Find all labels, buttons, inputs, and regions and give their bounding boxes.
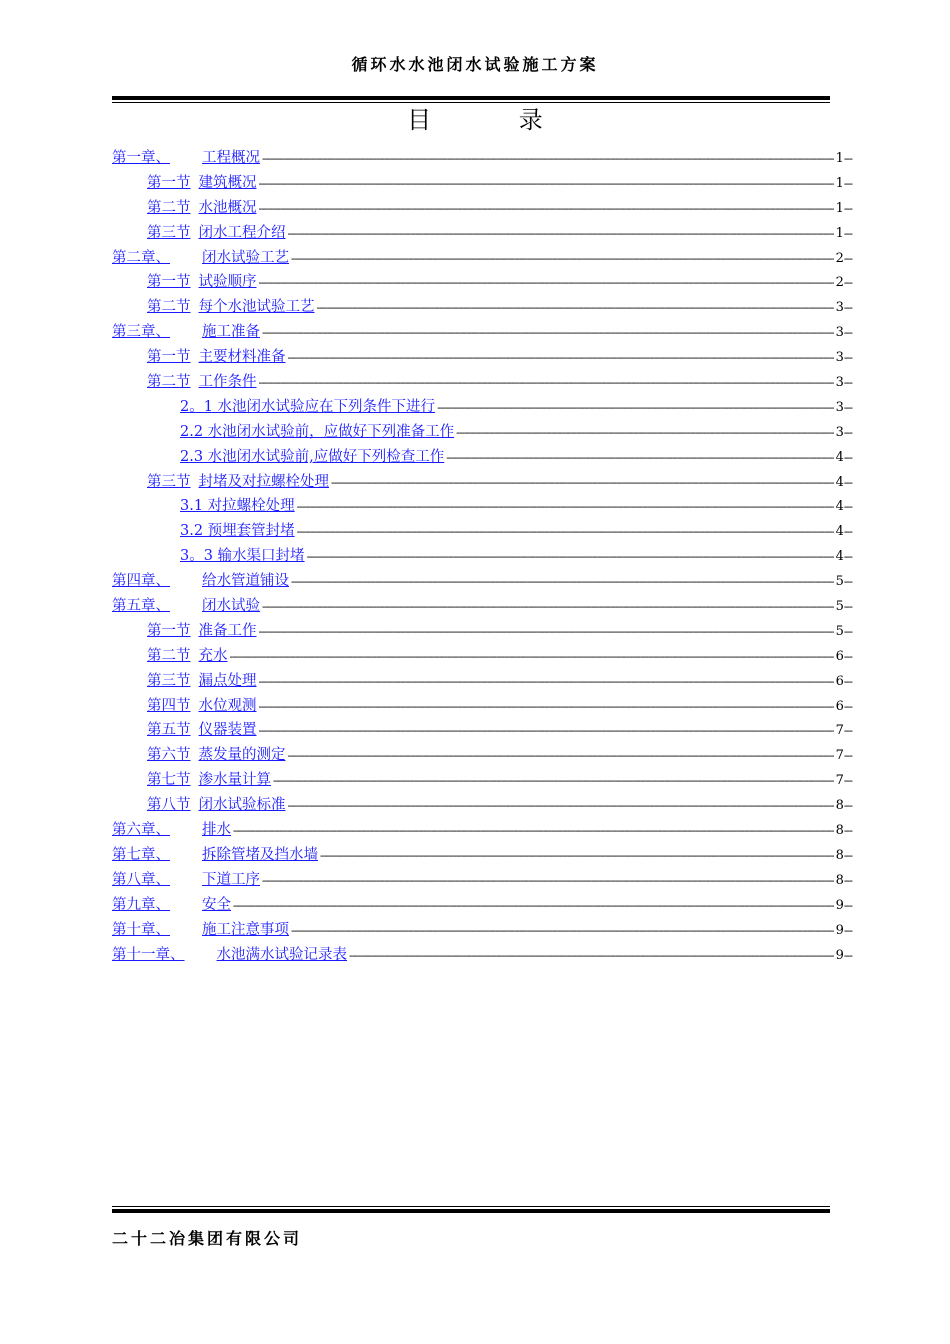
toc-entry[interactable] bbox=[112, 221, 852, 246]
toc-page-number: 7 --- bbox=[836, 773, 852, 788]
toc-page-number: 9 --- bbox=[836, 923, 852, 938]
toc-section-number[interactable]: 第八节 bbox=[147, 797, 191, 814]
toc-chapter-number[interactable]: 第三章、 bbox=[112, 324, 170, 341]
toc-section-title[interactable]: 充水 bbox=[198, 647, 228, 664]
toc-page-number: 5 --- bbox=[836, 624, 852, 639]
toc-entry[interactable] bbox=[112, 569, 852, 594]
toc-chapter-title[interactable]: 排水 bbox=[202, 822, 231, 839]
toc-entry[interactable] bbox=[112, 470, 852, 495]
toc-dot-leader bbox=[262, 152, 834, 165]
toc-chapter-number[interactable]: 第二章、 bbox=[112, 249, 170, 266]
toc-chapter-number[interactable]: 第四章、 bbox=[112, 573, 170, 590]
toc-dot-leader bbox=[297, 500, 834, 513]
toc-chapter-number[interactable]: 第九章、 bbox=[112, 896, 170, 913]
toc-page-number: 5 --- bbox=[836, 574, 852, 589]
toc-page-number: 9 --- bbox=[836, 948, 852, 963]
toc-page-number: 7 --- bbox=[836, 748, 852, 763]
toc-entry[interactable] bbox=[112, 544, 852, 569]
toc-section-number[interactable]: 第四节 bbox=[147, 697, 191, 714]
toc-page-number: 3 --- bbox=[836, 300, 852, 315]
toc-page-number: 8 --- bbox=[836, 798, 852, 813]
toc-subsection-title[interactable]: 3.1 对拉螺栓处理 bbox=[180, 498, 295, 515]
toc-entry[interactable] bbox=[112, 594, 852, 619]
toc-entry[interactable] bbox=[112, 345, 852, 370]
toc-entry[interactable] bbox=[112, 669, 852, 694]
toc-dot-leader bbox=[320, 849, 834, 862]
toc-section-number[interactable]: 第三节 bbox=[147, 224, 191, 241]
toc-page-number: 3 --- bbox=[836, 350, 852, 365]
toc-dot-leader bbox=[262, 600, 834, 613]
toc-entry[interactable] bbox=[112, 619, 852, 644]
toc-entry[interactable] bbox=[112, 146, 852, 171]
toc-dot-leader bbox=[291, 252, 834, 265]
toc-chapter-title[interactable]: 施工注意事项 bbox=[202, 921, 289, 938]
toc-dot-leader bbox=[288, 749, 834, 762]
toc-page-number: 3 --- bbox=[836, 425, 852, 440]
toc-page-number: 9 --- bbox=[836, 898, 852, 913]
toc-chapter-title[interactable]: 闭水试验 bbox=[202, 598, 260, 615]
toc-dot-leader bbox=[288, 227, 834, 240]
toc-dot-leader bbox=[317, 301, 834, 314]
toc-chapter-title[interactable]: 给水管道铺设 bbox=[202, 573, 289, 590]
toc-entry[interactable] bbox=[112, 718, 852, 743]
toc-page-number: 3 --- bbox=[836, 400, 852, 415]
toc-page-number: 4 --- bbox=[836, 549, 852, 564]
toc-section-title[interactable]: 水位观测 bbox=[198, 697, 257, 714]
toc-dot-leader bbox=[288, 799, 834, 812]
toc-section-title[interactable]: 闭水试验标准 bbox=[198, 797, 286, 814]
toc-dot-leader bbox=[456, 426, 833, 439]
footer-company: 二十二冶集团有限公司 bbox=[112, 1229, 303, 1248]
toc-section-title[interactable]: 准备工作 bbox=[198, 622, 257, 639]
toc-section-title[interactable]: 工作条件 bbox=[198, 374, 257, 391]
toc-section-number[interactable]: 第六节 bbox=[147, 747, 191, 764]
toc-section-number[interactable]: 第一节 bbox=[147, 174, 191, 191]
toc-dot-leader bbox=[288, 351, 834, 364]
toc-section-number[interactable]: 第一节 bbox=[147, 622, 191, 639]
toc-chapter-title[interactable]: 施工准备 bbox=[202, 324, 260, 341]
toc-chapter-title[interactable]: 拆除管堵及挡水墙 bbox=[202, 846, 318, 863]
toc-dot-leader bbox=[262, 326, 834, 339]
toc-entry[interactable] bbox=[112, 445, 852, 470]
toc-section-title[interactable]: 封堵及对拉螺栓处理 bbox=[198, 473, 329, 490]
toc-section-title[interactable]: 仪器装置 bbox=[198, 722, 257, 739]
toc-chapter-number[interactable]: 第十章、 bbox=[112, 921, 170, 938]
toc-page-number: 4 --- bbox=[836, 450, 852, 465]
toc-section-number[interactable]: 第三节 bbox=[147, 672, 191, 689]
toc-page-number: 2 --- bbox=[836, 251, 852, 266]
toc-entry[interactable] bbox=[112, 171, 852, 196]
toc-page-number: 1 --- bbox=[836, 176, 852, 191]
toc-page-number: 1 --- bbox=[836, 151, 852, 166]
toc-section-title[interactable]: 蒸发量的测定 bbox=[198, 747, 286, 764]
toc-entry[interactable] bbox=[112, 494, 852, 519]
toc-page-number: 6 --- bbox=[836, 649, 852, 664]
toc-chapter-number[interactable]: 第十一章、 bbox=[112, 946, 185, 963]
toc-page-number: 2 --- bbox=[836, 275, 852, 290]
toc-section-number[interactable]: 第二节 bbox=[147, 299, 191, 316]
toc-section-number[interactable]: 第二节 bbox=[147, 647, 191, 664]
toc-section-title[interactable]: 闭水工程介绍 bbox=[198, 224, 286, 241]
toc-dot-leader bbox=[259, 276, 834, 289]
toc-dot-leader bbox=[437, 401, 834, 414]
toc-page-number: 6 --- bbox=[836, 674, 852, 689]
toc-chapter-number[interactable]: 第六章、 bbox=[112, 822, 170, 839]
toc-page-number: 3 --- bbox=[836, 375, 852, 390]
toc-entry[interactable] bbox=[112, 768, 852, 793]
toc-chapter-title[interactable]: 水池满水试验记录表 bbox=[216, 946, 347, 963]
toc-section-number[interactable]: 第三节 bbox=[147, 473, 191, 490]
toc-dot-leader bbox=[259, 724, 834, 737]
toc-chapter-title[interactable]: 工程概况 bbox=[202, 150, 260, 166]
toc-page-number: 1 --- bbox=[836, 201, 852, 216]
toc-dot-leader bbox=[230, 650, 834, 663]
toc-chapter-title[interactable]: 闭水试验工艺 bbox=[202, 249, 289, 266]
toc-dot-leader bbox=[262, 874, 834, 887]
toc-entry[interactable] bbox=[112, 420, 852, 445]
toc-dot-leader bbox=[259, 700, 834, 713]
toc-page-number: 8 --- bbox=[836, 848, 852, 863]
toc-page-number: 4 --- bbox=[836, 499, 852, 514]
toc-entry[interactable] bbox=[112, 843, 852, 868]
toc-entry[interactable] bbox=[112, 694, 852, 719]
toc-subsection-title[interactable]: 2。1 水池闭水试验应在下列条件下进行 bbox=[180, 398, 436, 415]
toc-page-number: 5 --- bbox=[836, 599, 852, 614]
toc-chapter-title[interactable]: 安全 bbox=[202, 896, 231, 913]
toc-section-number[interactable]: 第五节 bbox=[147, 722, 191, 739]
toc-dot-leader bbox=[331, 476, 834, 489]
toc-entry[interactable] bbox=[112, 246, 852, 271]
toc-section-title[interactable]: 主要材料准备 bbox=[198, 349, 286, 366]
toc-entry[interactable] bbox=[112, 893, 852, 918]
toc-page-number: 6 --- bbox=[836, 699, 852, 714]
toc-page-number: 8 --- bbox=[836, 823, 852, 838]
toc-section-number[interactable]: 第二节 bbox=[147, 199, 191, 216]
toc-dot-leader bbox=[233, 824, 834, 837]
toc-page-number: 4 --- bbox=[836, 524, 852, 539]
toc-subsection-title[interactable]: 3.2 预埋套管封堵 bbox=[180, 523, 295, 540]
document-header-title: 循环水水池闭水试验施工方案 bbox=[351, 55, 599, 74]
toc-dot-leader bbox=[446, 451, 833, 464]
toc-chapter-number[interactable]: 第一章、 bbox=[112, 150, 170, 166]
toc-dot-leader bbox=[297, 525, 834, 538]
toc-chapter-number[interactable]: 第五章、 bbox=[112, 598, 170, 615]
table-of-contents bbox=[112, 146, 852, 967]
toc-subsection-title[interactable]: 2.3 水池闭水试验前,应做好下列检查工作 bbox=[180, 448, 445, 465]
toc-section-number[interactable]: 第七节 bbox=[147, 772, 191, 789]
toc-dot-leader bbox=[259, 625, 834, 638]
toc-entry[interactable] bbox=[112, 295, 852, 320]
toc-section-title[interactable]: 每个水池试验工艺 bbox=[198, 299, 315, 316]
toc-dot-leader bbox=[291, 575, 834, 588]
toc-entry[interactable] bbox=[112, 918, 852, 943]
toc-title: 目 录 bbox=[407, 106, 583, 134]
footer-rule-thin bbox=[112, 1206, 830, 1207]
toc-section-title[interactable]: 水池概况 bbox=[198, 199, 257, 216]
toc-entry[interactable] bbox=[112, 519, 852, 544]
toc-section-number[interactable]: 第二节 bbox=[147, 374, 191, 391]
toc-entry[interactable] bbox=[112, 320, 852, 345]
toc-dot-leader bbox=[259, 202, 834, 215]
toc-entry[interactable] bbox=[112, 868, 852, 893]
toc-dot-leader bbox=[233, 899, 834, 912]
toc-dot-leader bbox=[259, 177, 834, 190]
toc-page-number: 1 --- bbox=[836, 226, 852, 241]
toc-entry[interactable] bbox=[112, 395, 852, 420]
toc-entry[interactable] bbox=[112, 743, 852, 768]
toc-dot-leader bbox=[259, 675, 834, 688]
toc-subsection-title[interactable]: 2.2 水池闭水试验前，应做好下列准备工作 bbox=[180, 423, 455, 440]
toc-entry[interactable] bbox=[112, 270, 852, 295]
toc-page-number: 3 --- bbox=[836, 325, 852, 340]
toc-subsection-title[interactable]: 3。3 输水渠口封堵 bbox=[180, 548, 305, 565]
toc-section-title[interactable]: 试验顺序 bbox=[198, 274, 257, 291]
toc-section-title[interactable]: 渗水量计算 bbox=[198, 772, 271, 789]
toc-entry[interactable] bbox=[112, 943, 852, 968]
toc-entry[interactable] bbox=[112, 818, 852, 843]
toc-dot-leader bbox=[307, 550, 834, 563]
toc-chapter-title[interactable]: 下道工序 bbox=[202, 871, 260, 888]
toc-page-number: 4 --- bbox=[836, 475, 852, 490]
toc-section-title[interactable]: 建筑概况 bbox=[198, 174, 257, 191]
toc-page-number: 7 --- bbox=[836, 723, 852, 738]
toc-dot-leader bbox=[259, 376, 834, 389]
toc-chapter-number[interactable]: 第八章、 bbox=[112, 871, 170, 888]
toc-dot-leader bbox=[273, 774, 834, 787]
toc-section-number[interactable]: 第一节 bbox=[147, 274, 191, 291]
toc-entry[interactable] bbox=[112, 370, 852, 395]
toc-section-number[interactable]: 第一节 bbox=[147, 349, 191, 366]
footer-rule-thick bbox=[112, 1209, 830, 1213]
toc-page-number: 8 --- bbox=[836, 873, 852, 888]
toc-section-title[interactable]: 漏点处理 bbox=[198, 672, 257, 689]
toc-entry[interactable] bbox=[112, 644, 852, 669]
toc-entry[interactable] bbox=[112, 196, 852, 221]
toc-dot-leader bbox=[349, 949, 834, 962]
toc-entry[interactable] bbox=[112, 793, 852, 818]
toc-dot-leader bbox=[291, 924, 834, 937]
toc-chapter-number[interactable]: 第七章、 bbox=[112, 846, 170, 863]
